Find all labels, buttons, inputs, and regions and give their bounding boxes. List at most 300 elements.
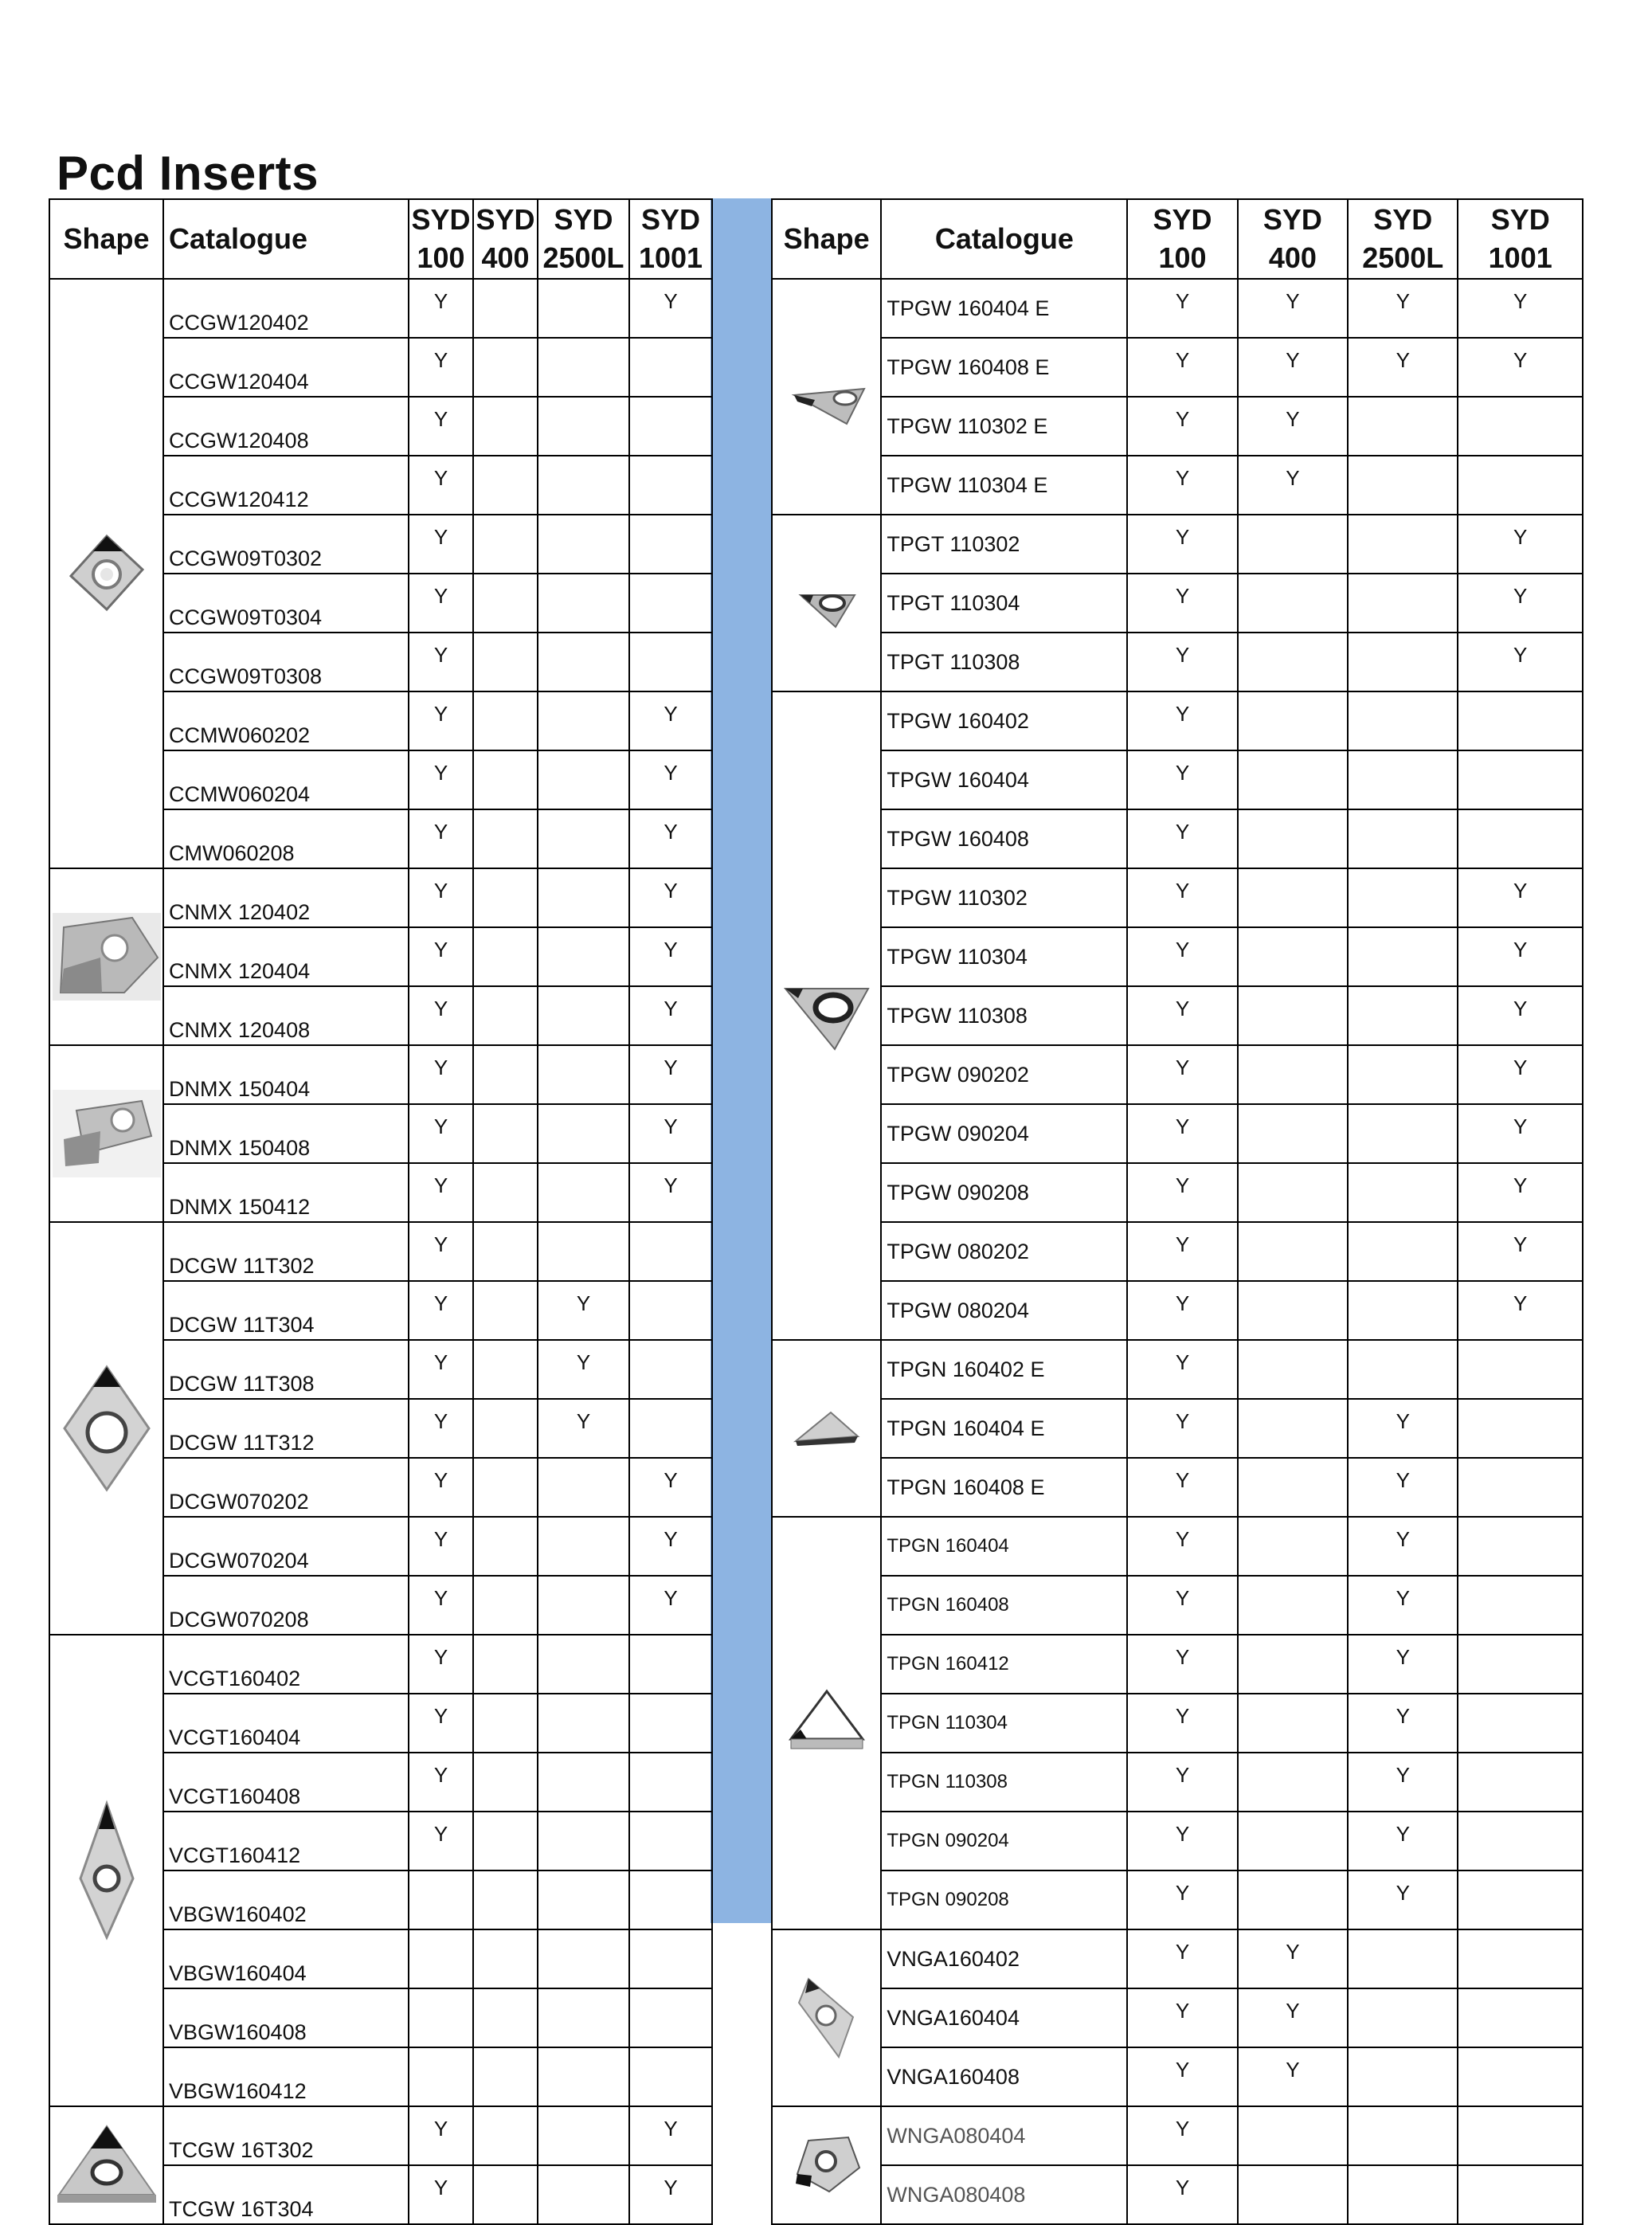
availability-cell-syd-400 — [473, 2047, 538, 2106]
catalog-cell: TPGT 110302 — [881, 515, 1127, 574]
availability-cell-syd-400 — [473, 633, 538, 691]
availability-cell-syd-2500l — [538, 1870, 629, 1929]
availability-cell-syd-1001 — [629, 338, 712, 397]
catalog-cell: TPGW 160408 — [881, 809, 1127, 868]
catalog-cell: DCGW070204 — [163, 1517, 409, 1576]
availability-cell-syd-1001: Y — [629, 809, 712, 868]
availability-cell-syd-1001 — [1458, 1399, 1583, 1458]
availability-cell-syd-2500l: Y — [1348, 338, 1458, 397]
availability-cell-syd-2500l — [538, 574, 629, 633]
availability-cell-syd-1001 — [1458, 1929, 1583, 1988]
availability-cell-syd-2500l — [538, 750, 629, 809]
catalog-cell: CCGW09T0302 — [163, 515, 409, 574]
table-row — [772, 338, 1583, 397]
availability-cell-syd-400 — [473, 986, 538, 1045]
availability-cell-syd-100: Y — [1127, 868, 1237, 927]
catalog-cell: WNGA080408 — [881, 2165, 1127, 2224]
availability-cell-syd-400 — [473, 1812, 538, 1870]
availability-cell-syd-100: Y — [409, 1517, 473, 1576]
catalog-cell: DCGW070208 — [163, 1576, 409, 1635]
availability-cell-syd-100 — [409, 2047, 473, 2106]
availability-cell-syd-2500l — [538, 2047, 629, 2106]
availability-cell-syd-1001 — [1458, 691, 1583, 750]
availability-cell-syd-2500l — [538, 456, 629, 515]
table-row — [772, 1929, 1583, 1988]
availability-cell-syd-100: Y — [409, 1399, 473, 1458]
availability-cell-syd-400 — [1238, 1753, 1348, 1812]
availability-cell-syd-100: Y — [1127, 809, 1237, 868]
availability-cell-syd-2500l — [1348, 1163, 1458, 1222]
availability-cell-syd-2500l: Y — [1348, 1753, 1458, 1812]
availability-cell-syd-1001: Y — [629, 868, 712, 927]
availability-cell-syd-100: Y — [409, 1576, 473, 1635]
catalog-cell: TPGN 160402 E — [881, 1340, 1127, 1399]
catalog-cell: TPGN 160412 — [881, 1635, 1127, 1694]
availability-cell-syd-100: Y — [1127, 986, 1237, 1045]
availability-cell-syd-400 — [1238, 1104, 1348, 1163]
availability-cell-syd-400 — [1238, 868, 1348, 927]
table-row — [49, 1045, 712, 1104]
catalog-cell: VNGA160408 — [881, 2047, 1127, 2106]
availability-cell-syd-100: Y — [409, 1281, 473, 1340]
availability-cell-syd-100: Y — [409, 2106, 473, 2165]
table-row — [772, 1694, 1583, 1753]
availability-cell-syd-1001 — [629, 1222, 712, 1281]
availability-cell-syd-2500l — [1348, 2106, 1458, 2165]
availability-cell-syd-2500l — [1348, 1929, 1458, 1988]
availability-cell-syd-400 — [473, 1045, 538, 1104]
left-inserts-table — [49, 198, 713, 2225]
catalog-cell: TCGW 16T304 — [163, 2165, 409, 2224]
availability-cell-syd-1001: Y — [1458, 868, 1583, 927]
availability-cell-syd-100: Y — [1127, 1281, 1237, 1340]
table-row — [772, 750, 1583, 809]
table-row — [772, 1635, 1583, 1694]
ccgw-rhombic-insert-icon — [49, 279, 163, 868]
availability-cell-syd-1001 — [1458, 1988, 1583, 2047]
table-row — [772, 868, 1583, 927]
availability-cell-syd-1001: Y — [1458, 633, 1583, 691]
availability-cell-syd-2500l — [1348, 515, 1458, 574]
table-row — [772, 1163, 1583, 1222]
availability-cell-syd-100: Y — [409, 338, 473, 397]
dcgw-diamond-insert-icon — [49, 1222, 163, 1635]
availability-cell-syd-400 — [473, 397, 538, 456]
availability-cell-syd-1001 — [1458, 1635, 1583, 1694]
availability-cell-syd-100: Y — [1127, 1929, 1237, 1988]
catalog-cell: CCGW09T0308 — [163, 633, 409, 691]
availability-cell-syd-1001 — [629, 397, 712, 456]
availability-cell-syd-400 — [473, 1104, 538, 1163]
table-row — [772, 574, 1583, 633]
catalog-cell: TPGW 110304 — [881, 927, 1127, 986]
availability-cell-syd-400 — [473, 750, 538, 809]
availability-cell-syd-1001: Y — [1458, 1222, 1583, 1281]
catalog-cell: VCGT160412 — [163, 1812, 409, 1870]
availability-cell-syd-100: Y — [1127, 1635, 1237, 1694]
availability-cell-syd-1001 — [1458, 1458, 1583, 1517]
grade-header-top: SYD — [1262, 203, 1322, 236]
availability-cell-syd-2500l — [538, 1812, 629, 1870]
availability-cell-syd-100 — [409, 1870, 473, 1929]
grade-header-bottom: 2500L — [542, 241, 624, 274]
dnmx-insert-photo-icon — [49, 1045, 163, 1222]
table-row — [772, 397, 1583, 456]
availability-cell-syd-100: Y — [1127, 279, 1237, 338]
availability-cell-syd-400 — [473, 1458, 538, 1517]
availability-cell-syd-100: Y — [1127, 397, 1237, 456]
grade-header-syd-100 — [1127, 199, 1237, 279]
availability-cell-syd-100: Y — [409, 986, 473, 1045]
availability-cell-syd-1001: Y — [629, 1458, 712, 1517]
availability-cell-syd-1001 — [629, 1988, 712, 2047]
availability-cell-syd-100: Y — [1127, 691, 1237, 750]
availability-cell-syd-2500l: Y — [1348, 1517, 1458, 1576]
catalog-cell: CNMX 120408 — [163, 986, 409, 1045]
table-row — [772, 515, 1583, 574]
availability-cell-syd-2500l — [1348, 691, 1458, 750]
availability-cell-syd-400: Y — [1238, 1929, 1348, 1988]
availability-cell-syd-2500l: Y — [1348, 1458, 1458, 1517]
availability-cell-syd-1001: Y — [629, 750, 712, 809]
availability-cell-syd-1001 — [629, 2047, 712, 2106]
availability-cell-syd-2500l — [538, 1988, 629, 2047]
availability-cell-syd-1001: Y — [1458, 279, 1583, 338]
availability-cell-syd-400 — [1238, 1635, 1348, 1694]
availability-cell-syd-100: Y — [409, 456, 473, 515]
availability-cell-syd-400 — [1238, 1399, 1348, 1458]
grade-header-syd-2500l — [538, 199, 629, 279]
availability-cell-syd-1001 — [629, 456, 712, 515]
availability-cell-syd-2500l — [1348, 750, 1458, 809]
catalog-cell: TPGN 110308 — [881, 1753, 1127, 1812]
availability-cell-syd-400 — [1238, 1576, 1348, 1635]
catalog-cell: DNMX 150412 — [163, 1163, 409, 1222]
table-row — [772, 986, 1583, 1045]
availability-cell-syd-400 — [1238, 750, 1348, 809]
grade-header-syd-400 — [1238, 199, 1348, 279]
grade-header-top: SYD — [1373, 203, 1433, 236]
availability-cell-syd-100: Y — [1127, 2165, 1237, 2224]
shape-header: Shape — [49, 199, 163, 279]
table-row — [772, 2047, 1583, 2106]
availability-cell-syd-100: Y — [1127, 1694, 1237, 1753]
availability-cell-syd-400 — [473, 1988, 538, 2047]
catalog-cell: TPGT 110308 — [881, 633, 1127, 691]
table-row — [772, 1458, 1583, 1517]
catalog-cell: DCGW 11T302 — [163, 1222, 409, 1281]
availability-cell-syd-2500l — [1348, 633, 1458, 691]
availability-cell-syd-1001 — [1458, 2165, 1583, 2224]
table-row — [772, 1870, 1583, 1929]
availability-cell-syd-2500l: Y — [1348, 1812, 1458, 1870]
availability-cell-syd-100 — [409, 1988, 473, 2047]
availability-cell-syd-2500l — [538, 1045, 629, 1104]
availability-cell-syd-1001 — [1458, 1517, 1583, 1576]
availability-cell-syd-400 — [1238, 633, 1348, 691]
availability-cell-syd-2500l — [1348, 868, 1458, 927]
availability-cell-syd-100: Y — [409, 1458, 473, 1517]
availability-cell-syd-400 — [1238, 809, 1348, 868]
tcgw-triangle-insert-icon — [49, 2106, 163, 2224]
tpgt-insert-icon — [772, 515, 881, 691]
availability-cell-syd-100: Y — [1127, 1870, 1237, 1929]
availability-cell-syd-100: Y — [409, 750, 473, 809]
availability-cell-syd-100: Y — [409, 515, 473, 574]
catalog-cell: CMW060208 — [163, 809, 409, 868]
availability-cell-syd-1001 — [1458, 1812, 1583, 1870]
table-row — [772, 1281, 1583, 1340]
catalog-cell: VBGW160408 — [163, 1988, 409, 2047]
availability-cell-syd-2500l — [538, 986, 629, 1045]
table-row — [49, 279, 712, 338]
availability-cell-syd-400 — [1238, 927, 1348, 986]
table-row — [772, 691, 1583, 750]
availability-cell-syd-400 — [473, 691, 538, 750]
availability-cell-syd-400 — [473, 1929, 538, 1988]
availability-cell-syd-400: Y — [1238, 456, 1348, 515]
availability-cell-syd-100: Y — [409, 574, 473, 633]
table-row — [772, 456, 1583, 515]
availability-cell-syd-2500l: Y — [1348, 1576, 1458, 1635]
availability-cell-syd-100: Y — [409, 809, 473, 868]
availability-cell-syd-100: Y — [1127, 456, 1237, 515]
availability-cell-syd-100 — [409, 1929, 473, 1988]
availability-cell-syd-100: Y — [1127, 574, 1237, 633]
table-row — [772, 2165, 1583, 2224]
availability-cell-syd-400 — [473, 279, 538, 338]
availability-cell-syd-400 — [473, 1870, 538, 1929]
availability-cell-syd-1001: Y — [629, 691, 712, 750]
availability-cell-syd-400 — [1238, 1340, 1348, 1399]
availability-cell-syd-1001: Y — [629, 1576, 712, 1635]
availability-cell-syd-400 — [1238, 1222, 1348, 1281]
availability-cell-syd-100: Y — [1127, 1458, 1237, 1517]
availability-cell-syd-2500l — [538, 2165, 629, 2224]
availability-cell-syd-1001 — [629, 1340, 712, 1399]
catalog-cell: VCGT160408 — [163, 1753, 409, 1812]
availability-cell-syd-2500l — [538, 927, 629, 986]
availability-cell-syd-1001: Y — [1458, 574, 1583, 633]
availability-cell-syd-2500l: Y — [1348, 1399, 1458, 1458]
vnga-insert-icon — [772, 1929, 881, 2106]
availability-cell-syd-1001 — [1458, 1694, 1583, 1753]
availability-cell-syd-100: Y — [409, 1694, 473, 1753]
availability-cell-syd-1001 — [629, 1870, 712, 1929]
availability-cell-syd-100: Y — [1127, 2106, 1237, 2165]
catalog-cell: TPGW 110308 — [881, 986, 1127, 1045]
availability-cell-syd-400 — [473, 809, 538, 868]
availability-cell-syd-1001: Y — [629, 2106, 712, 2165]
availability-cell-syd-400 — [1238, 2165, 1348, 2224]
availability-cell-syd-2500l — [1348, 1988, 1458, 2047]
shape-header: Shape — [772, 199, 881, 279]
catalog-cell: TPGW 160404 — [881, 750, 1127, 809]
availability-cell-syd-100: Y — [1127, 2047, 1237, 2106]
catalog-cell: VBGW160404 — [163, 1929, 409, 1988]
availability-cell-syd-2500l — [538, 1163, 629, 1222]
availability-cell-syd-2500l: Y — [1348, 1694, 1458, 1753]
availability-cell-syd-100: Y — [409, 1340, 473, 1399]
catalog-cell: TPGW 160404 E — [881, 279, 1127, 338]
availability-cell-syd-100: Y — [1127, 338, 1237, 397]
availability-cell-syd-400 — [473, 1753, 538, 1812]
tpgn-triangle-insert-icon — [772, 1517, 881, 1929]
catalog-cell: VCGT160404 — [163, 1694, 409, 1753]
vcgt-vbgw-insert-icon — [49, 1635, 163, 2106]
availability-cell-syd-1001 — [1458, 2106, 1583, 2165]
availability-cell-syd-2500l — [538, 1458, 629, 1517]
grade-header-top: SYD — [1153, 203, 1212, 236]
table-row — [772, 1045, 1583, 1104]
catalog-cell: DCGW070202 — [163, 1458, 409, 1517]
availability-cell-syd-2500l: Y — [538, 1340, 629, 1399]
cnmx-insert-photo-icon — [49, 868, 163, 1045]
grade-header-bottom: 2500L — [1362, 241, 1444, 274]
grade-header-syd-400 — [473, 199, 538, 279]
catalog-cell: TPGN 160404 — [881, 1517, 1127, 1576]
availability-cell-syd-400 — [473, 2106, 538, 2165]
availability-cell-syd-1001 — [1458, 750, 1583, 809]
availability-cell-syd-400 — [1238, 1458, 1348, 1517]
availability-cell-syd-400 — [1238, 574, 1348, 633]
availability-cell-syd-1001: Y — [1458, 986, 1583, 1045]
catalog-cell: TPGN 160404 E — [881, 1399, 1127, 1458]
availability-cell-syd-2500l: Y — [538, 1281, 629, 1340]
availability-cell-syd-100: Y — [1127, 750, 1237, 809]
availability-cell-syd-400: Y — [1238, 1988, 1348, 2047]
availability-cell-syd-100: Y — [409, 397, 473, 456]
availability-cell-syd-2500l — [1348, 2047, 1458, 2106]
availability-cell-syd-400 — [473, 1635, 538, 1694]
availability-cell-syd-100: Y — [1127, 927, 1237, 986]
availability-cell-syd-2500l — [538, 1222, 629, 1281]
grade-header-bottom: 1001 — [1488, 241, 1552, 274]
table-row — [49, 868, 712, 927]
availability-cell-syd-2500l — [1348, 809, 1458, 868]
availability-cell-syd-100: Y — [409, 633, 473, 691]
availability-cell-syd-400 — [1238, 1870, 1348, 1929]
grade-header-syd-1001 — [629, 199, 712, 279]
availability-cell-syd-100: Y — [409, 1753, 473, 1812]
table-row — [772, 1576, 1583, 1635]
catalog-cell: CCGW120408 — [163, 397, 409, 456]
availability-cell-syd-2500l — [538, 1753, 629, 1812]
right-inserts-table — [771, 198, 1583, 2225]
catalog-cell: TPGN 090204 — [881, 1812, 1127, 1870]
table-row — [772, 1340, 1583, 1399]
availability-cell-syd-1001: Y — [629, 1104, 712, 1163]
availability-cell-syd-1001: Y — [629, 927, 712, 986]
availability-cell-syd-2500l — [538, 1104, 629, 1163]
table-row — [772, 1399, 1583, 1458]
grade-header-bottom: 400 — [1268, 241, 1317, 274]
table-row — [49, 1222, 712, 1281]
page-title: Pcd Inserts — [57, 147, 319, 200]
availability-cell-syd-400 — [1238, 1045, 1348, 1104]
availability-cell-syd-1001 — [629, 633, 712, 691]
availability-cell-syd-1001 — [629, 1281, 712, 1340]
availability-cell-syd-2500l — [1348, 456, 1458, 515]
availability-cell-syd-2500l — [538, 809, 629, 868]
availability-cell-syd-2500l: Y — [1348, 279, 1458, 338]
column-divider-bar — [711, 198, 771, 1923]
availability-cell-syd-1001 — [629, 1399, 712, 1458]
availability-cell-syd-2500l — [538, 1576, 629, 1635]
grade-header-bottom: 100 — [417, 241, 465, 274]
catalog-header: Catalogue — [881, 199, 1127, 279]
catalog-cell: CCGW120402 — [163, 279, 409, 338]
table-row — [772, 809, 1583, 868]
availability-cell-syd-100: Y — [409, 1812, 473, 1870]
availability-cell-syd-2500l — [538, 338, 629, 397]
grade-header-bottom: 400 — [481, 241, 530, 274]
availability-cell-syd-100: Y — [1127, 1812, 1237, 1870]
grade-header-bottom: 100 — [1158, 241, 1207, 274]
availability-cell-syd-400 — [1238, 1281, 1348, 1340]
catalog-cell: CCGW120412 — [163, 456, 409, 515]
catalog-cell: VNGA160402 — [881, 1929, 1127, 1988]
availability-cell-syd-400 — [1238, 1694, 1348, 1753]
availability-cell-syd-1001: Y — [1458, 338, 1583, 397]
availability-cell-syd-2500l — [1348, 397, 1458, 456]
catalog-cell: TPGN 090208 — [881, 1870, 1127, 1929]
table-row — [772, 1517, 1583, 1576]
availability-cell-syd-1001 — [629, 1635, 712, 1694]
availability-cell-syd-400: Y — [1238, 338, 1348, 397]
availability-cell-syd-400 — [473, 1163, 538, 1222]
availability-cell-syd-1001: Y — [1458, 927, 1583, 986]
availability-cell-syd-1001 — [1458, 1340, 1583, 1399]
grade-header-bottom: 1001 — [638, 241, 703, 274]
catalog-cell: VNGA160404 — [881, 1988, 1127, 2047]
availability-cell-syd-1001: Y — [629, 1517, 712, 1576]
availability-cell-syd-100: Y — [1127, 1222, 1237, 1281]
availability-cell-syd-400: Y — [1238, 2047, 1348, 2106]
availability-cell-syd-1001 — [629, 1812, 712, 1870]
catalog-cell: CCGW120404 — [163, 338, 409, 397]
availability-cell-syd-400 — [473, 1399, 538, 1458]
availability-cell-syd-400 — [1238, 1812, 1348, 1870]
grade-header-top: SYD — [411, 203, 471, 236]
availability-cell-syd-400 — [473, 1340, 538, 1399]
availability-cell-syd-1001 — [1458, 397, 1583, 456]
table-row — [772, 279, 1583, 338]
availability-cell-syd-1001 — [1458, 1870, 1583, 1929]
availability-cell-syd-2500l — [1348, 2165, 1458, 2224]
availability-cell-syd-1001: Y — [629, 1045, 712, 1104]
availability-cell-syd-400 — [473, 927, 538, 986]
availability-cell-syd-1001: Y — [629, 1163, 712, 1222]
availability-cell-syd-2500l — [538, 1635, 629, 1694]
availability-cell-syd-1001 — [629, 1753, 712, 1812]
availability-cell-syd-400: Y — [1238, 279, 1348, 338]
table-row — [772, 1988, 1583, 2047]
grade-header-syd-1001 — [1458, 199, 1583, 279]
availability-cell-syd-1001: Y — [629, 986, 712, 1045]
availability-cell-syd-2500l — [1348, 1222, 1458, 1281]
availability-cell-syd-100: Y — [409, 1163, 473, 1222]
catalog-cell: DNMX 150404 — [163, 1045, 409, 1104]
tpgn-e-flat-insert-icon — [772, 1340, 881, 1517]
catalog-cell: TPGW 110304 E — [881, 456, 1127, 515]
availability-cell-syd-1001 — [629, 515, 712, 574]
availability-cell-syd-2500l — [538, 2106, 629, 2165]
catalog-cell: TPGW 090202 — [881, 1045, 1127, 1104]
availability-cell-syd-400 — [473, 1576, 538, 1635]
catalog-cell: CCMW060204 — [163, 750, 409, 809]
catalog-cell: VBGW160412 — [163, 2047, 409, 2106]
